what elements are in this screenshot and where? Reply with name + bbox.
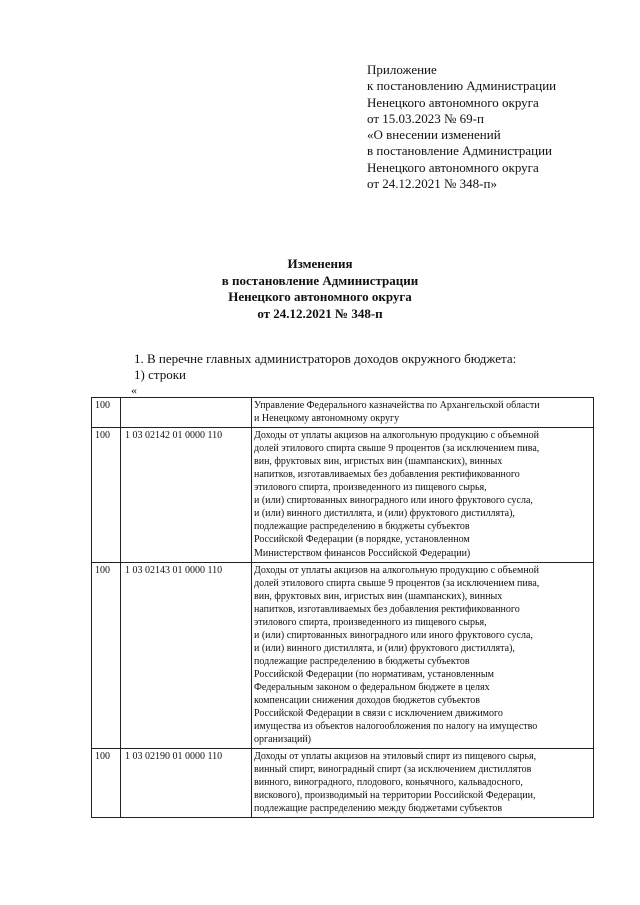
title-line: Ненецкого автономного округа: [228, 289, 412, 304]
revenue-name-cell: [252, 428, 594, 562]
admin-code-cell: 100: [92, 428, 121, 562]
admin-code-cell: 100: [92, 562, 121, 749]
revenue-name-line: и (или) спиртованных виноградного или иного фруктового сусла,: [254, 495, 533, 507]
admin-code-cell: 100: [92, 749, 121, 818]
revenue-name-line: подлежащие распределению в бюджеты субъектов: [254, 521, 470, 533]
revenue-name-line: Федеральным законом о федеральном бюджете в целях: [254, 681, 490, 693]
revenue-name-line: Российской Федерации (по нормативам, установленным: [254, 668, 494, 680]
appendix-block: [367, 62, 627, 192]
revenue-name-line: напитков, изготавливаемых без добавления ректификованного: [254, 603, 520, 615]
revenue-name-line: и (или) спиртованных виноградного или иного фруктового сусла,: [254, 629, 533, 641]
revenue-name-line: вин, фруктовых вин, игристых вин (шампанских), винных: [254, 590, 503, 602]
intro-sub-item: 1) строки: [134, 366, 186, 382]
revenue-name-line: подлежащие распределению между бюджетами субъектов: [254, 803, 503, 815]
table-row: [92, 428, 594, 562]
appendix-line: в постановление Администрации: [367, 143, 553, 159]
revenue-administrators-table: [91, 397, 594, 818]
appendix-line: Ненецкого автономного округа: [367, 159, 539, 175]
intro-item: 1. В перечне главных администраторов доходов окружного бюджета:: [134, 351, 517, 366]
revenue-name-line: вин, фруктовых вин, игристых вин (шампанских), винных: [254, 456, 503, 468]
revenue-name-line: Российской Федерации в связи с исключением движимого: [254, 708, 503, 720]
revenue-code-cell: 1 03 02142 01 0000 110: [121, 428, 252, 562]
title-line: от 24.12.2021 № 348-п: [257, 305, 383, 321]
revenue-name-line: организаций): [254, 734, 312, 746]
revenue-name-line: и (или) винного дистиллята, и (или) фруктового дистиллята),: [254, 508, 515, 520]
revenue-code-cell: [121, 398, 252, 428]
document-title: [160, 256, 480, 322]
revenue-name-line: этилового спирта, произведенного из пищевого сырья,: [254, 616, 487, 628]
appendix-line: Ненецкого автономного округа: [367, 94, 539, 110]
revenue-name-line: напитков, изготавливаемых без добавления ректификованного: [254, 469, 520, 481]
appendix-line: к постановлению Администрации: [367, 78, 557, 94]
table-row: [92, 749, 594, 818]
revenue-name-line: Российской Федерации (в порядке, установленном: [254, 534, 470, 546]
admin-code-cell: 100: [92, 398, 121, 428]
revenue-name-line: имущества из объектов налогообложения по налогу на имущество: [254, 721, 538, 733]
revenue-name-line: долей этилового спирта свыше 9 процентов (за исключением пива,: [254, 443, 540, 455]
appendix-line: от 24.12.2021 № 348-п»: [367, 176, 497, 192]
revenue-name-line: компенсации снижения доходов бюджетов субъектов: [254, 695, 480, 707]
title-line: Изменения: [287, 256, 353, 271]
revenue-name-line: долей этилового спирта свыше 9 процентов (за исключением пива,: [254, 577, 540, 589]
revenue-name-cell: [252, 398, 594, 428]
table-row: [92, 398, 594, 428]
revenue-name-line: и Ненецкому автономному округу: [254, 413, 400, 425]
revenue-name-line: подлежащие распределению в бюджеты субъектов: [254, 655, 470, 667]
revenue-name-line: и (или) винного дистиллята, и (или) фруктового дистиллята),: [254, 642, 515, 654]
revenue-name-line: Доходы от уплаты акцизов на алкогольную продукцию с объемной: [254, 430, 540, 442]
revenue-name-line: Доходы от уплаты акцизов на алкогольную продукцию с объемной: [254, 564, 540, 576]
revenue-name-cell: [252, 749, 594, 818]
revenue-name-line: Министерством финансов Российской Федерации): [254, 547, 471, 559]
appendix-line: Приложение: [367, 62, 437, 77]
title-line: в постановление Администрации: [221, 272, 419, 288]
revenue-name-line: винный спирт, виноградный спирт (за исключением дистиллятов: [254, 764, 532, 776]
appendix-line: от 15.03.2023 № 69-п: [367, 110, 484, 126]
revenue-code-cell: 1 03 02190 01 0000 110: [121, 749, 252, 818]
table-row: [92, 562, 594, 749]
intro-block: [134, 351, 516, 382]
opening-quote: «: [131, 383, 137, 397]
revenue-name-line: вискового), производимый на территории Российской Федерации,: [254, 790, 536, 802]
revenue-name-line: винного, виноградного, плодового, коньячного, кальвадосного,: [254, 777, 523, 789]
revenue-name-line: Доходы от уплаты акцизов на этиловый спирт из пищевого сырья,: [254, 751, 537, 763]
revenue-code-cell: 1 03 02143 01 0000 110: [121, 562, 252, 749]
revenue-name-line: Управление Федерального казначейства по Архангельской области: [254, 400, 540, 411]
revenue-name-line: этилового спирта, произведенного из пищевого сырья,: [254, 482, 487, 494]
appendix-line: «О внесении изменений: [367, 127, 501, 143]
revenue-name-cell: [252, 562, 594, 749]
